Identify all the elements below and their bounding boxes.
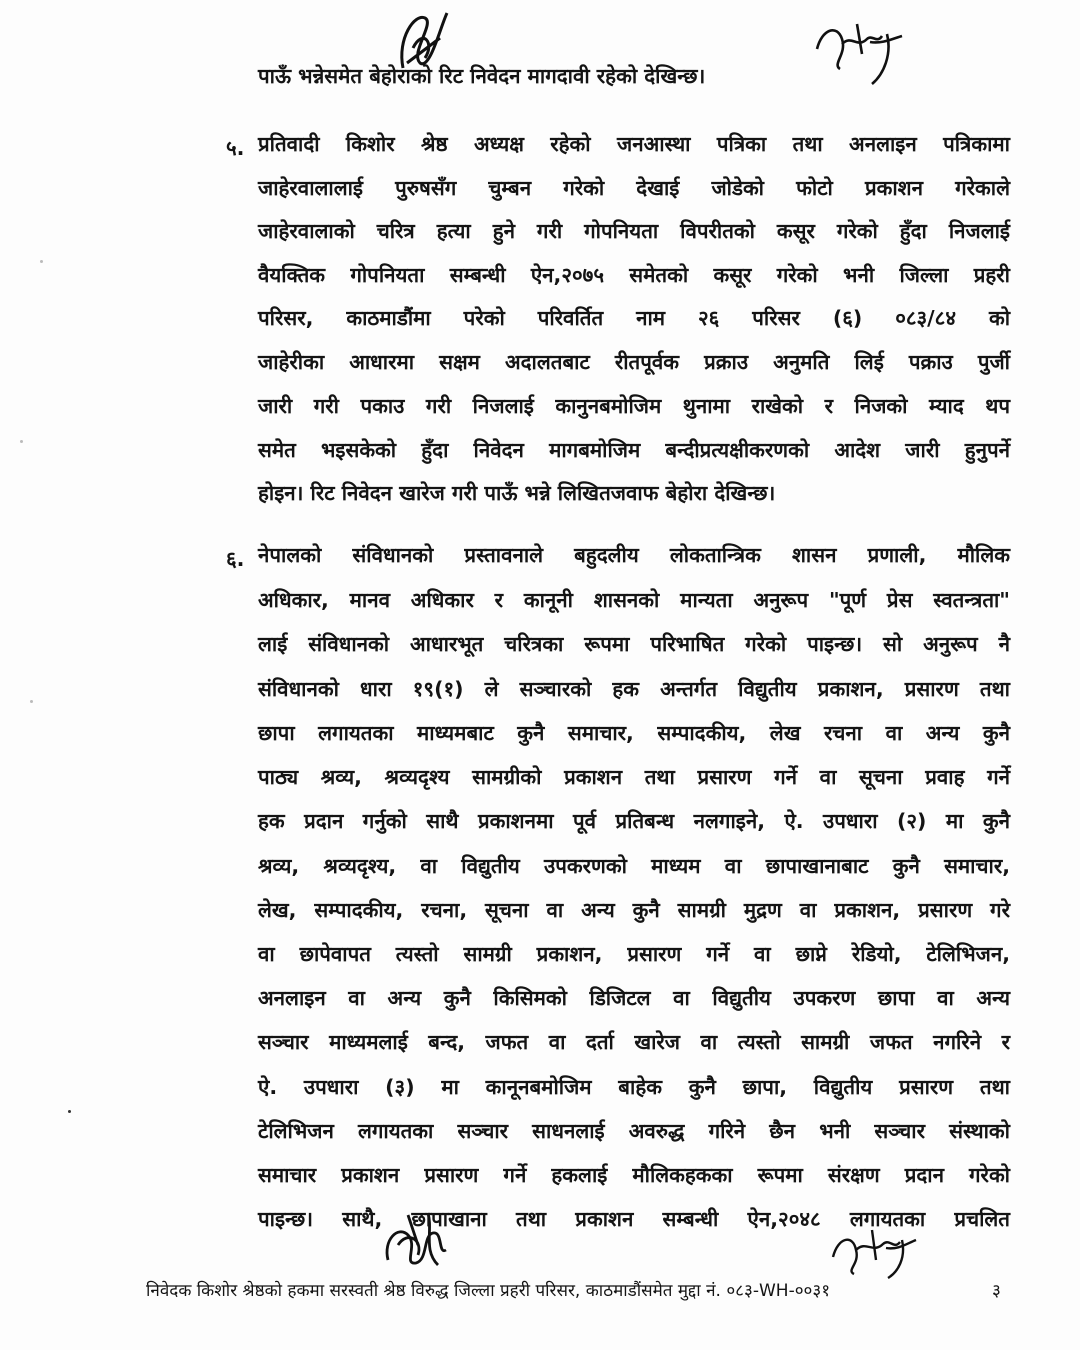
- text-line: पाइन्छ। साथै, छापाखाना तथा प्रकाशन सम्बन्धी ऐन,२०४८ लगायतका प्रचलित: [258, 1207, 1010, 1231]
- text-line: समाचार प्रकाशन प्रसारण गर्ने हकलाई मौलिकहकका रूपमा संरक्षण प्रदान गरेको: [258, 1163, 1010, 1187]
- text-line: समेत भइसकेको हुँदा निवेदन मागबमोजिम बन्दीप्रत्यक्षीकरणको आदेश जारी हुनुपर्ने: [258, 438, 1010, 462]
- text-line: श्रव्य, श्रव्यदृश्य, वा विद्युतीय उपकरणको माध्यम वा छापाखानाबाट कुनै समाचार,: [258, 854, 1010, 878]
- text-line: पाठ्य श्रव्य, श्रव्यदृश्य सामग्रीको प्रकाशन तथा प्रसारण गर्ने वा सूचना प्रवाह गर्ने: [258, 765, 1010, 789]
- text-line: ऐ. उपधारा (३) मा कानूनबमोजिम बाहेक कुनै छापा, विद्युतीय प्रसारण तथा: [258, 1075, 1010, 1099]
- text-line: अधिकार, मानव अधिकार र कानूनी शासनको मान्यता अनुरूप "पूर्ण प्रेस स्वतन्त्रता": [258, 588, 1010, 612]
- signature-bottom-right: [828, 1222, 918, 1282]
- paragraph-number: ६.: [226, 547, 245, 571]
- text-line: लेख, सम्पादकीय, रचना, सूचना वा अन्य कुनै सामग्री मुद्रण वा प्रकाशन, प्रसारण गरे: [258, 898, 1010, 922]
- text-line: टेलिभिजन लगायतका सञ्चार साधनलाई अवरुद्ध गरिने छैन भनी सञ्चार संस्थाको: [258, 1119, 1010, 1143]
- text-line: छापा लगायतका माध्यमबाट कुनै समाचार, सम्पादकीय, लेख रचना वा अन्य कुनै: [258, 721, 1010, 745]
- text-line: हक प्रदान गर्नुको साथै प्रकाशनमा पूर्व प्रतिबन्ध नलगाइने, ऐ. उपधारा (२) मा कुनै: [258, 809, 1010, 833]
- text-line: लाई संविधानको आधारभूत चरित्रका रूपमा परिभाषित गरेको पाइन्छ। सो अनुरूप नै: [258, 632, 1010, 656]
- paragraph-number: ५.: [226, 136, 245, 160]
- text-line: जाहेरवालालाई पुरुषसँग चुम्बन गरेको देखाई जोडेको फोटो प्रकाशन गरेकाले: [258, 176, 1010, 200]
- text-line: पाऊँ भन्नेसमेत बेहोराको रिट निवेदन मागदावी रहेको देखिन्छ।: [258, 64, 706, 88]
- text-line: अनलाइन वा अन्य कुनै किसिमको डिजिटल वा विद्युतीय उपकरण छापा वा अन्य: [258, 986, 1010, 1010]
- page-number: ३: [992, 1281, 1001, 1301]
- text-line: नेपालको संविधानको प्रस्तावनाले बहुदलीय लोकतान्त्रिक शासन प्रणाली, मौलिक: [258, 543, 1010, 567]
- footer-case-reference: निवेदक किशोर श्रेष्ठको हकमा सरस्वती श्रेष्ठ विरुद्ध जिल्ला प्रहरी परिसर, काठमाडौंसमेत मुद्दा नं. ०८३-WH-००३१: [146, 1281, 831, 1301]
- text-line: होइन। रिट निवेदन खारेज गरी पाऊँ भन्ने लिखितजवाफ बेहोरा देखिन्छ।: [258, 481, 776, 505]
- text-line: प्रतिवादी किशोर श्रेष्ठ अध्यक्ष रहेको जनआस्था पत्रिका तथा अनलाइन पत्रिकामा: [258, 132, 1010, 156]
- text-line: वा छापेवापत त्यस्तो सामग्री प्रकाशन, प्रसारण गर्ने वा छाप्ने रेडियो, टेलिभिजन,: [258, 942, 1010, 966]
- text-line: संविधानको धारा १९(१) ले सञ्चारको हक अन्तर्गत विद्युतीय प्रकाशन, प्रसारण तथा: [258, 677, 1010, 701]
- text-line: वैयक्तिक गोपनियता सम्बन्धी ऐन,२०७५ समेतको कसूर गरेको भनी जिल्ला प्रहरी: [258, 263, 1010, 287]
- text-line: जाहेरीका आधारमा सक्षम अदालतबाट रीतपूर्वक प्रक्राउ अनुमति लिई पक्राउ पुर्जी: [258, 350, 1010, 374]
- text-line: सञ्चार माध्यमलाई बन्द, जफत वा दर्ता खारेज वा त्यस्तो सामग्री जफत नगरिने र: [258, 1030, 1010, 1054]
- text-line: जाहेरवालाको चरित्र हत्या हुने गरी गोपनियता विपरीतको कसूर गरेको हुँदा निजलाई: [258, 219, 1010, 243]
- text-line: जारी गरी पकाउ गरी निजलाई कानुनबमोजिम थुनामा राखेको र निजको म्याद थप: [258, 394, 1010, 418]
- text-line: परिसर, काठमाडौंमा परेको परिवर्तित नाम २६ परिसर (६) ०८३/८४ को: [258, 306, 1010, 330]
- signature-top-right: [812, 14, 907, 89]
